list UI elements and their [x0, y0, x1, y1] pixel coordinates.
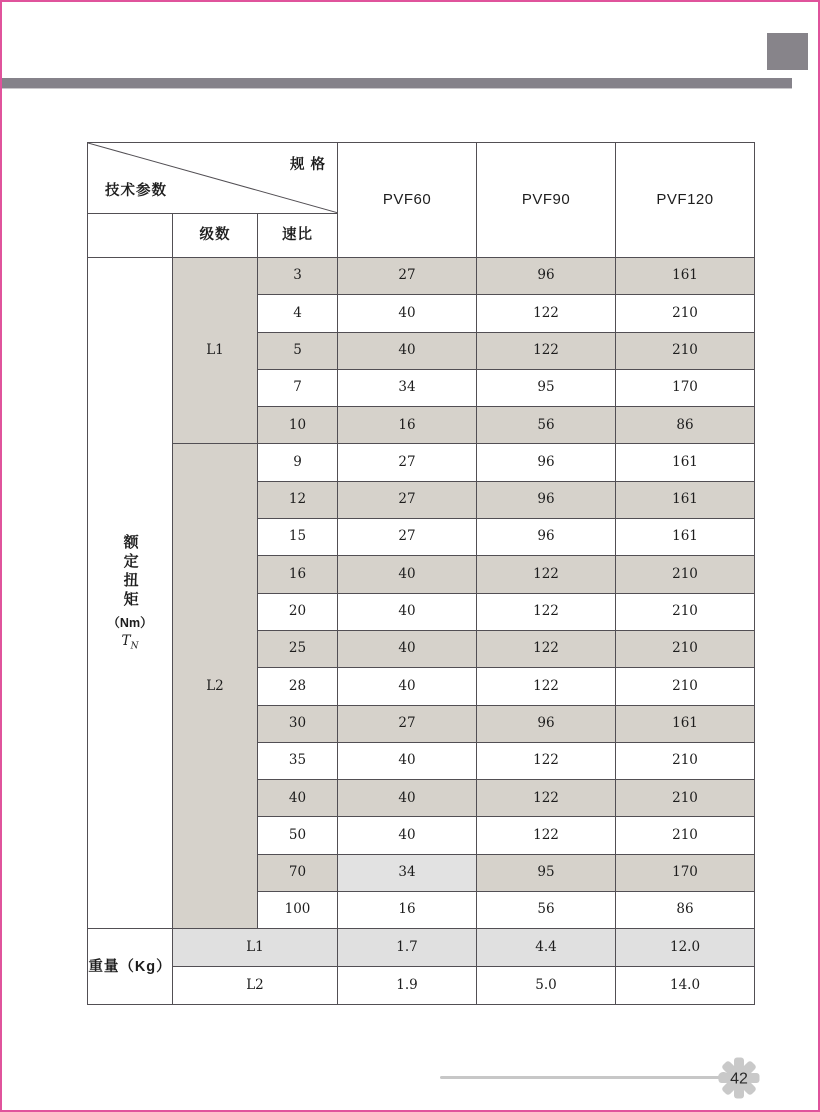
- ratio-cell: 10: [258, 407, 338, 444]
- gear-tooth: [734, 1058, 744, 1068]
- torque-title: 额定扭矩: [121, 533, 139, 610]
- ratio-cell: 15: [258, 519, 338, 556]
- value-cell: 122: [477, 295, 616, 332]
- torque-label-group: [88, 534, 172, 652]
- value-cell: 210: [616, 593, 755, 630]
- gear-tooth: [719, 1073, 729, 1083]
- value-cell: 96: [477, 481, 616, 518]
- value-cell: 40: [338, 630, 477, 667]
- value-cell: 122: [477, 332, 616, 369]
- value-cell: 34: [338, 369, 477, 406]
- torque-symbol: [122, 634, 139, 652]
- value-cell: 122: [477, 593, 616, 630]
- weight-value-cell: 1.9: [338, 967, 477, 1005]
- ratio-cell: 7: [258, 369, 338, 406]
- value-cell: 40: [338, 332, 477, 369]
- value-cell: 16: [338, 407, 477, 444]
- torque-symbol-letter: T: [121, 633, 131, 650]
- value-cell: 210: [616, 742, 755, 779]
- empty-header-cell: [88, 213, 173, 257]
- value-cell: 95: [477, 369, 616, 406]
- value-cell: 161: [616, 519, 755, 556]
- weight-stage-cell: L1: [173, 929, 338, 967]
- value-cell: 40: [338, 817, 477, 854]
- value-cell: 122: [477, 780, 616, 817]
- ratio-cell: 4: [258, 295, 338, 332]
- value-cell: 86: [616, 407, 755, 444]
- gear-tooth: [750, 1073, 760, 1083]
- value-cell: 210: [616, 295, 755, 332]
- value-cell: 210: [616, 780, 755, 817]
- ratio-cell: 9: [258, 444, 338, 481]
- value-cell: 27: [338, 481, 477, 518]
- ratio-cell: 12: [258, 481, 338, 518]
- value-cell: 122: [477, 668, 616, 705]
- value-cell: 161: [616, 258, 755, 295]
- column-header-pvf120: PVF120: [616, 143, 755, 258]
- value-cell: 210: [616, 556, 755, 593]
- value-cell: 16: [338, 892, 477, 929]
- stage-cell: L2: [173, 444, 258, 929]
- ratio-cell: 40: [258, 780, 338, 817]
- weight-value-cell: 5.0: [477, 967, 616, 1005]
- table-row: [88, 929, 755, 967]
- value-cell: 40: [338, 780, 477, 817]
- ratio-cell: 28: [258, 668, 338, 705]
- weight-stage-cell: L2: [173, 967, 338, 1005]
- value-cell: 210: [616, 332, 755, 369]
- value-cell: 40: [338, 742, 477, 779]
- value-cell: 170: [616, 369, 755, 406]
- weight-value-cell: 12.0: [616, 929, 755, 967]
- weight-value-cell: 1.7: [338, 929, 477, 967]
- value-cell: 40: [338, 295, 477, 332]
- value-cell: 40: [338, 668, 477, 705]
- value-cell: 86: [616, 892, 755, 929]
- spec-table: [87, 142, 755, 1005]
- value-cell: 210: [616, 668, 755, 705]
- table-row: [88, 444, 755, 481]
- value-cell: 56: [477, 407, 616, 444]
- page-number: 42: [730, 1070, 748, 1088]
- value-cell: 96: [477, 444, 616, 481]
- value-cell: 27: [338, 258, 477, 295]
- torque-row-header-cell: [88, 258, 173, 929]
- value-cell: 122: [477, 556, 616, 593]
- ratio-cell: 16: [258, 556, 338, 593]
- weight-row-header-cell: 重量（Kg）: [88, 929, 173, 1005]
- ratio-cell: 3: [258, 258, 338, 295]
- weight-value-cell: 4.4: [477, 929, 616, 967]
- stage-header: 级数: [173, 213, 258, 257]
- stage-cell: L1: [173, 258, 258, 444]
- top-right-gray-box: [767, 33, 808, 70]
- value-cell: 161: [616, 481, 755, 518]
- ratio-header: 速比: [258, 213, 338, 257]
- value-cell: 122: [477, 630, 616, 667]
- table-row: [88, 258, 755, 295]
- ratio-cell: 25: [258, 630, 338, 667]
- value-cell: 210: [616, 817, 755, 854]
- value-cell: 40: [338, 593, 477, 630]
- ratio-cell: 30: [258, 705, 338, 742]
- value-cell: 210: [616, 630, 755, 667]
- tech-params-corner-label: 技术参数: [105, 182, 167, 199]
- value-cell: 122: [477, 742, 616, 779]
- ratio-cell: 50: [258, 817, 338, 854]
- top-gray-bar: [2, 78, 792, 89]
- ratio-cell: 20: [258, 593, 338, 630]
- footer-rule: [440, 1076, 720, 1079]
- table-row: [88, 967, 755, 1005]
- value-cell: 122: [477, 817, 616, 854]
- value-cell: 27: [338, 705, 477, 742]
- value-cell: 27: [338, 519, 477, 556]
- column-header-pvf90: PVF90: [477, 143, 616, 258]
- spec-corner-label: 规 格: [289, 157, 327, 173]
- value-cell: 40: [338, 556, 477, 593]
- value-cell: 96: [477, 705, 616, 742]
- value-cell: 27: [338, 444, 477, 481]
- value-cell: 161: [616, 444, 755, 481]
- weight-value-cell: 14.0: [616, 967, 755, 1005]
- ratio-cell: 100: [258, 892, 338, 929]
- value-cell: 34: [338, 854, 477, 891]
- torque-unit: （Nm）: [107, 615, 153, 630]
- value-cell: 56: [477, 892, 616, 929]
- ratio-cell: 70: [258, 854, 338, 891]
- value-cell: 161: [616, 705, 755, 742]
- value-cell: 95: [477, 854, 616, 891]
- diagonal-line: [88, 143, 337, 213]
- gear-page-icon: [717, 1056, 761, 1100]
- column-header-pvf60: PVF60: [338, 143, 477, 258]
- ratio-cell: 5: [258, 332, 338, 369]
- torque-symbol-subscript: N: [130, 642, 139, 653]
- diagonal-header-cell: [88, 143, 338, 214]
- gear-tooth: [734, 1089, 744, 1099]
- ratio-cell: 35: [258, 742, 338, 779]
- value-cell: 96: [477, 519, 616, 556]
- header-row-1: [88, 143, 755, 214]
- value-cell: 96: [477, 258, 616, 295]
- value-cell: 170: [616, 854, 755, 891]
